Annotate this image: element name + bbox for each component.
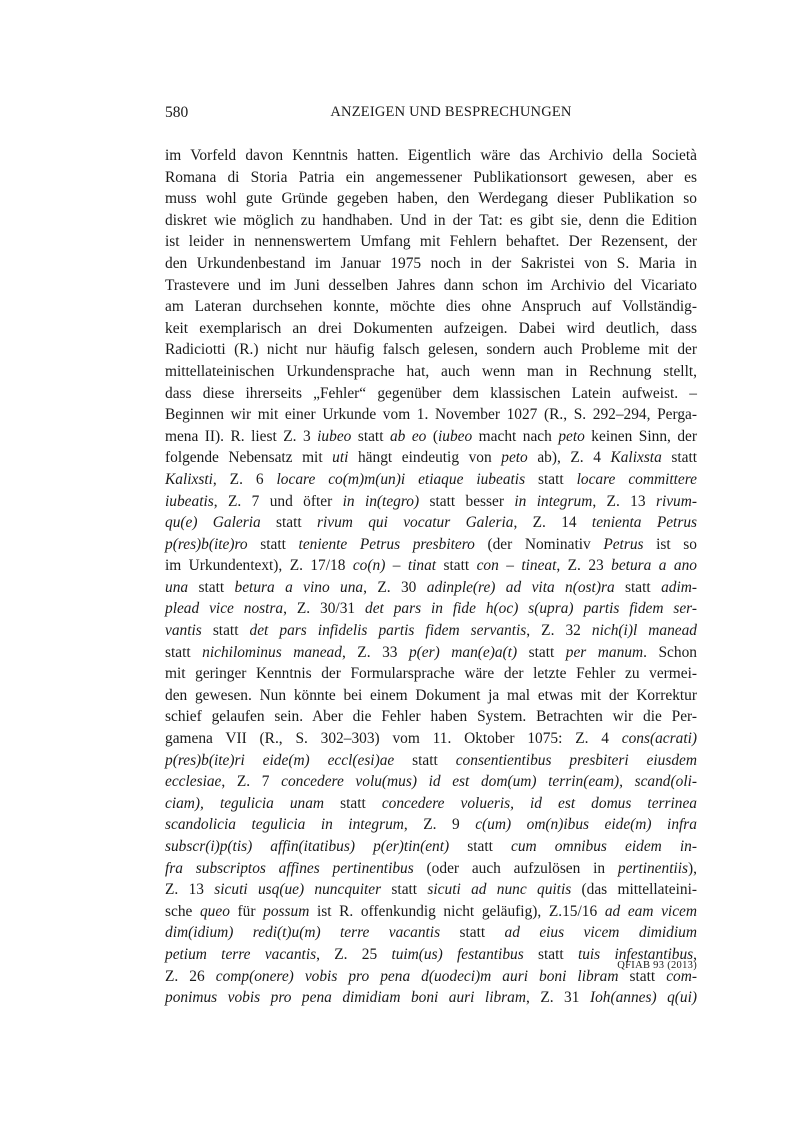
italic-citation: qu(e) Galeria: [165, 514, 261, 532]
italic-citation: pertinentiis: [617, 859, 689, 877]
text-run: gamena VII (R., S. 302–303) vom 11. Oktober 1075: Z. 4: [165, 730, 622, 748]
italic-citation: ad eius vicem dimidium: [504, 924, 697, 942]
text-run: (das mittellateini-: [571, 881, 697, 899]
italic-citation: det pars in fide h(oc) s(upra) partis fidem ser-: [365, 600, 697, 618]
italic-citation: in in(tegro): [342, 492, 420, 510]
text-run: Radiciotti (R.) nicht nur häufig falsch gelesen, sondern auch Probleme mit der: [165, 341, 697, 359]
italic-citation: det pars infidelis partis fidem servantis: [249, 622, 527, 640]
text-run: statt: [436, 557, 477, 575]
italic-citation: iubeo: [438, 427, 473, 445]
text-run: ist leider in nennenswertem Umfang mit Fehlern behaftet. Der Rezensent, der: [165, 233, 697, 251]
text-run: (der Nominativ: [474, 535, 604, 553]
text-run: , Z. 30/31: [283, 600, 365, 618]
text-run: den Urkundenbestand im Januar 1975 noch in der Sakristei von S. Maria in: [165, 254, 697, 272]
text-line: [165, 361, 697, 383]
text-line: [165, 706, 697, 728]
body-text: [165, 145, 697, 1009]
italic-citation: consentientibus presbiteri eiusdem: [455, 751, 697, 769]
text-run: statt: [523, 945, 578, 963]
italic-citation: rivum-: [655, 492, 697, 510]
italic-citation: ciam), tegulicia unam: [165, 794, 325, 812]
text-line: [165, 231, 697, 253]
text-line: [165, 447, 697, 469]
page-number: 580: [165, 104, 189, 121]
italic-citation: plead vice nostra: [165, 600, 284, 618]
text-line: [165, 598, 697, 620]
italic-citation: cum omnibus eidem in-: [511, 838, 697, 855]
journal-footer: QFIAB 93 (2013): [617, 960, 697, 971]
italic-citation: con – tineat: [476, 557, 557, 575]
text-line: [165, 836, 697, 858]
italic-citation: adim-: [661, 578, 697, 596]
text-run: statt besser: [419, 492, 515, 510]
italic-citation: com-: [666, 967, 697, 985]
text-line: [165, 404, 697, 426]
italic-citation: p(res)b(ite)ro: [165, 535, 248, 553]
text-run: hängt eindeutig von: [348, 449, 502, 467]
text-line: [165, 512, 697, 534]
text-run: , Z. 23: [556, 557, 612, 575]
italic-citation: locare committere: [576, 470, 697, 488]
text-run: statt: [661, 449, 697, 467]
text-run: Romana di Storia Patria ein angemessener Publikationsort gewesen, aber es: [165, 168, 697, 186]
text-run: , Z. 30: [363, 578, 427, 596]
text-run: den gewesen. Nun könnte bei einem Dokument ja mal etwas mit der Korrektur: [165, 686, 697, 704]
text-line: [165, 469, 697, 491]
text-line: [165, 577, 697, 599]
text-line: [165, 901, 697, 923]
italic-citation: tuis infestantibus: [577, 945, 694, 963]
running-head: ANZEIGEN UND BESPRECHUNGEN: [330, 104, 572, 120]
text-run: keit exemplarisch an drei Dokumenten aufzeigen. Dabei wird deutlich, dass: [165, 319, 697, 337]
text-run: statt: [247, 535, 299, 553]
italic-citation: petium terre vacantis: [165, 945, 317, 963]
italic-citation: Petrus: [603, 535, 644, 553]
text-line: [165, 534, 697, 556]
text-run: ),: [688, 859, 697, 877]
text-run: ab), Z. 4: [527, 449, 611, 467]
text-run: ist so: [643, 535, 697, 553]
text-line: [165, 339, 697, 361]
italic-citation: teniente Petrus presbitero: [298, 535, 475, 553]
text-line: [165, 685, 697, 707]
text-run: keinen Sinn, der: [584, 427, 698, 445]
text-line: [165, 167, 697, 189]
italic-citation: p(er) man(e)a(t): [408, 643, 518, 661]
italic-citation: per manum: [565, 643, 644, 661]
text-run: im Vorfeld davon Kenntnis hatten. Eigentlich wäre das Archivio della Società: [165, 147, 697, 164]
italic-citation: betura a vino una: [234, 578, 364, 596]
italic-citation: scandolicia tegulicia in integrum: [165, 816, 404, 834]
italic-citation: sicuti usq(ue) nuncquiter: [214, 881, 382, 899]
text-run: Trastevere und im Juni desselben Jahres dann schon im Archivio del Vicariato: [165, 276, 697, 294]
text-line: [165, 879, 697, 901]
text-run: für: [229, 902, 264, 920]
text-line: [165, 663, 697, 685]
page-header: [165, 104, 697, 126]
italic-citation: betura a ano: [611, 557, 697, 575]
text-run: statt: [201, 622, 250, 640]
text-run: statt: [618, 967, 667, 985]
italic-citation: locare co(m)m(un)i etiaque iubeatis: [276, 470, 526, 488]
text-run: , Z. 6: [212, 470, 277, 488]
text-run: (: [426, 427, 438, 445]
italic-citation: cons(acrati): [621, 730, 697, 748]
italic-citation: iubeo: [317, 427, 352, 445]
text-run: statt: [351, 427, 390, 445]
italic-citation: co(n) – tinat: [352, 557, 437, 575]
italic-citation: possum: [263, 902, 310, 920]
text-run: mena II). R. liest Z. 3: [165, 427, 318, 445]
text-run: , Z. 31: [525, 989, 590, 1007]
text-line: [165, 987, 697, 1009]
text-run: , Z. 7 und öfter: [213, 492, 343, 510]
text-run: statt: [449, 838, 512, 855]
text-line: [165, 642, 697, 664]
text-run: (oder auch aufzulösen in: [413, 859, 618, 877]
italic-citation: comp(onere) vobis pro pena d(uodeci)m auri boni libram: [215, 967, 619, 985]
text-line: [165, 210, 697, 232]
text-line: [165, 145, 697, 167]
text-line: [165, 426, 697, 448]
text-run: , Z. 32: [526, 622, 592, 640]
italic-citation: vantis: [165, 622, 202, 640]
italic-citation: p(res)b(ite)ri eide(m) eccl(esi)ae: [165, 751, 395, 769]
text-run: statt: [260, 514, 317, 532]
text-run: statt: [394, 751, 456, 769]
text-line: [165, 620, 697, 642]
italic-citation: c(um) om(n)ibus eide(m) infra: [475, 816, 697, 834]
text-line: [165, 771, 697, 793]
text-run: , Z. 25: [316, 945, 392, 963]
text-line: [165, 728, 697, 750]
text-run: im Urkundentext), Z. 17/18: [165, 557, 353, 575]
text-run: dass diese ihrerseits „Fehler“ gegenüber dem klassischen Latein aufweist. –: [165, 384, 697, 402]
italic-citation: ad eam vicem: [604, 902, 697, 920]
italic-citation: ecclesiae: [165, 773, 222, 791]
text-run: Beginnen wir mit einer Urkunde vom 1. November 1027 (R., S. 292–294, Perga-: [165, 406, 697, 424]
text-run: am Lateran durchsehen konnte, möchte dies ohne Anspruch auf Vollständig-: [165, 298, 697, 316]
text-run: statt: [614, 578, 662, 596]
text-run: , Z. 33: [341, 643, 409, 661]
text-line: [165, 253, 697, 275]
italic-citation: nichilominus manead: [202, 643, 342, 661]
italic-citation: rivum qui vocatur Galeria: [317, 514, 514, 532]
italic-citation: uti: [332, 449, 349, 467]
text-run: sche: [165, 902, 200, 920]
text-line: [165, 555, 697, 577]
text-line: [165, 814, 697, 836]
text-run: statt: [324, 794, 382, 812]
italic-citation: Kalixsti: [165, 470, 213, 488]
text-run: Z. 13: [165, 881, 215, 899]
text-run: statt: [165, 643, 203, 661]
text-run: , Z. 13: [592, 492, 656, 510]
text-run: diskret wie möglich zu handhaben. Und in der Tat: es gibt sie, denn die Edition: [165, 211, 697, 229]
text-line: [165, 383, 697, 405]
text-run: macht nach: [472, 427, 559, 445]
italic-citation: dim(idium) redi(t)u(m) terre vacantis: [165, 924, 441, 942]
text-run: , Z. 7: [221, 773, 282, 791]
text-line: [165, 793, 697, 815]
italic-citation: in integrum: [514, 492, 593, 510]
italic-citation: subscr(i)p(tis) affin(itatibus) p(er)tin(ent): [165, 838, 450, 855]
italic-citation: peto: [558, 427, 585, 445]
text-run: ,: [693, 945, 697, 963]
text-run: statt: [525, 470, 577, 488]
text-run: mittellateinischen Urkundensprache hat, auch wenn man in Rechnung stellt,: [165, 362, 697, 380]
text-line: [165, 858, 697, 880]
italic-citation: ab eo: [389, 427, 427, 445]
text-line: [165, 922, 697, 944]
text-run: schief gelaufen sein. Aber die Fehler haben System. Betrachten wir die Per-: [165, 708, 697, 726]
italic-citation: Kalixsta: [610, 449, 662, 467]
text-run: mit geringer Kenntnis der Formularsprache wäre der letzte Fehler zu vermei-: [165, 665, 697, 683]
italic-citation: tenienta Petrus: [591, 514, 698, 532]
text-run: , Z. 9: [403, 816, 476, 834]
italic-citation: ponimus vobis pro pena dimidiam boni auri libram: [165, 989, 526, 1007]
italic-citation: una: [165, 578, 189, 596]
italic-citation: iubeatis: [165, 492, 214, 510]
text-run: statt: [188, 578, 235, 596]
text-run: . Schon: [643, 643, 697, 661]
italic-citation: adinple(re) ad vita n(ost)ra: [426, 578, 615, 596]
text-line: [165, 491, 697, 513]
italic-citation: fra subscriptos affines pertinentibus: [165, 859, 414, 877]
text-line: [165, 296, 697, 318]
text-run: statt: [440, 924, 505, 942]
italic-citation: queo: [199, 902, 230, 920]
text-run: statt: [517, 643, 566, 661]
italic-citation: tuim(us) festantibus: [391, 945, 524, 963]
text-run: ist R. offenkundig nicht geläufig), Z.15/16: [309, 902, 605, 920]
text-line: [165, 275, 697, 297]
text-run: statt: [381, 881, 428, 899]
text-run: Z. 26: [165, 967, 216, 985]
italic-citation: peto: [501, 449, 528, 467]
text-line: [165, 750, 697, 772]
italic-citation: concedere volu(mus) id est dom(um) terrin(eam), scand(oli-: [281, 773, 697, 791]
text-line: [165, 318, 697, 340]
text-run: , Z. 14: [513, 514, 592, 532]
text-run: muss wohl gute Gründe gegeben haben, den Werdegang dieser Publikation so: [165, 190, 697, 208]
text-run: folgende Nebensatz mit: [165, 449, 333, 467]
italic-citation: Ioh(annes) q(ui): [589, 989, 698, 1007]
italic-citation: nich(i)l manead: [591, 622, 698, 640]
italic-citation: concedere volueris, id est domus terrinea: [381, 794, 697, 812]
italic-citation: sicuti ad nunc quitis: [427, 881, 572, 899]
text-line: [165, 188, 697, 210]
